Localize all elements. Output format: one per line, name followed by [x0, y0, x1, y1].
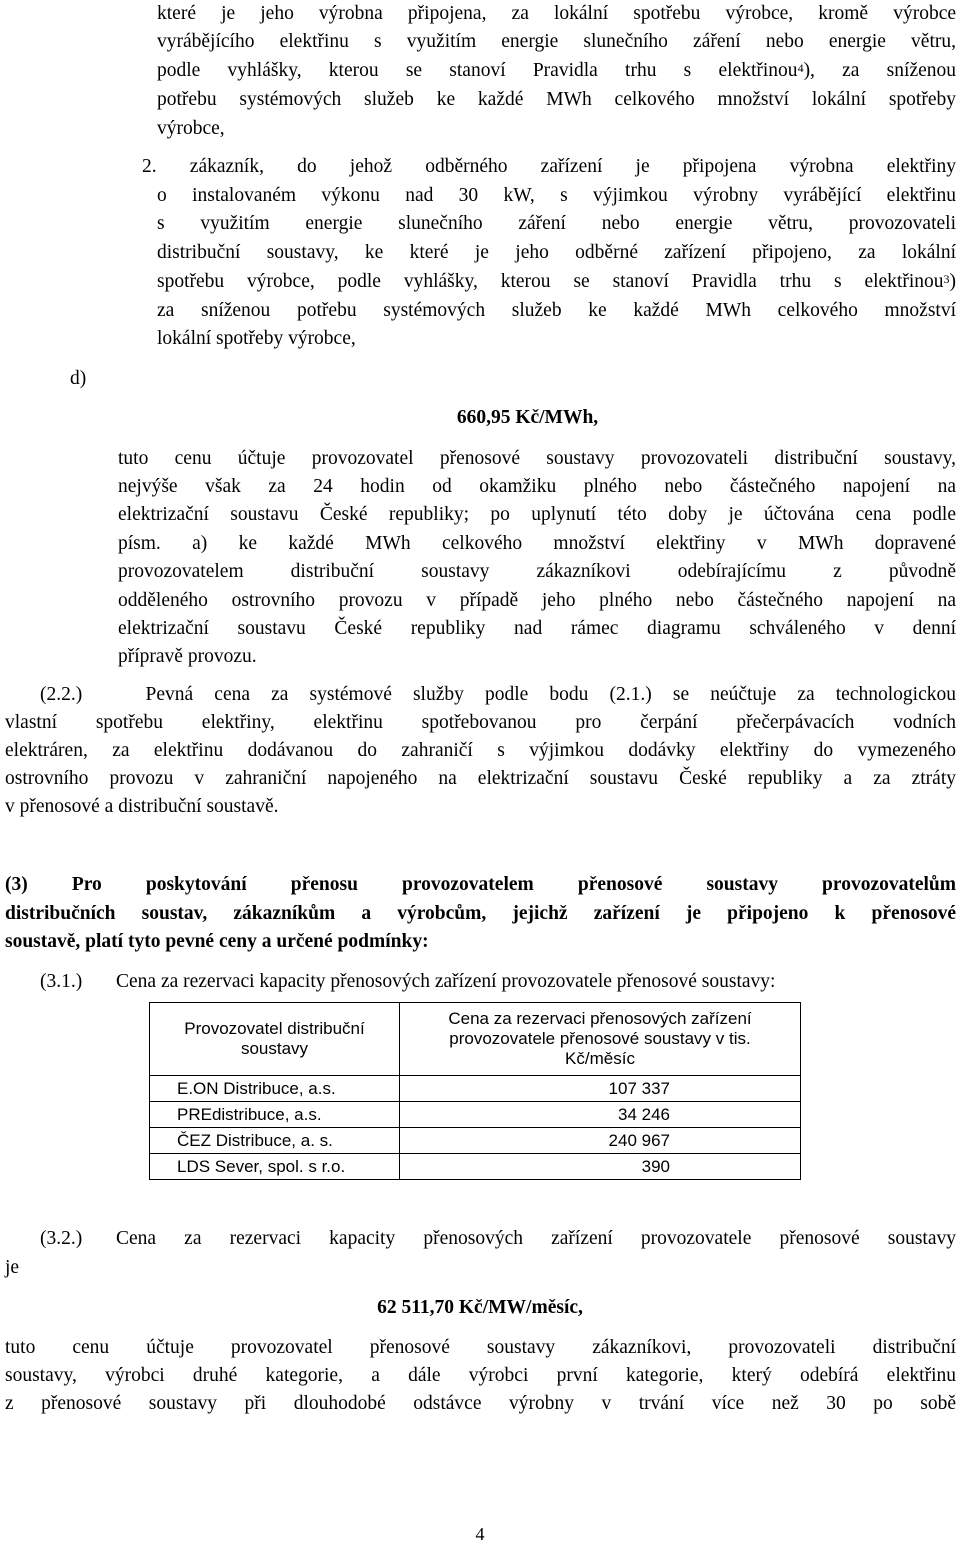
text-line: z přenosové soustavy při dlouhodobé odstávce výrobny v trvání více než 30 po sobě — [5, 1393, 956, 1414]
table-cell-value: 34 246 — [400, 1102, 801, 1128]
heading-line: distribučních soustav, zákazníkům a výrobcům, jejichž zařízení je připojeno k přenosové — [5, 903, 956, 924]
column-header: Provozovatel distribuční soustavy — [150, 1003, 400, 1076]
paragraph-number: (3.2.) — [40, 1228, 83, 1249]
heading-line: soustavě, platí tyto pevné ceny a určené podmínky: — [5, 931, 429, 952]
text-segment: 2. zákazník, do jehož odběrného zařízení je připojena výrobna elektřiny — [142, 156, 956, 177]
capacity-price-table — [149, 1002, 801, 1180]
text-line — [142, 153, 956, 181]
text-line: písm. a) ke každé MWh celkového množství elektřiny v MWh dopravené — [118, 533, 956, 554]
text-line: za sníženou potřebu systémových služeb ke každé MWh celkového množství — [157, 300, 956, 321]
text-line: výrobce, — [157, 118, 225, 139]
text-line: tuto cenu účtuje provozovatel přenosové soustavy zákazníkovi, provozovateli distribuční — [5, 1337, 956, 1358]
text-line: vlastní spotřebu elektřiny, elektřinu spotřebovanou pro čerpání přečerpávacích vodních — [5, 712, 956, 733]
text-line: elektráren, za elektřinu dodávanou do zahraničí s výjimkou dodávky elektřiny do vymezeného — [5, 740, 956, 761]
table-row — [150, 1154, 801, 1180]
text-line: o instalovaném výkonu nad 30 kW, s výjimkou výrobny vyrábějící elektřinu — [157, 185, 956, 206]
table-row — [150, 1128, 801, 1154]
item-label: d) — [70, 368, 87, 389]
table-cell-value: 240 967 — [400, 1128, 801, 1154]
footnote-ref: 3 — [943, 272, 950, 286]
table-row — [150, 1076, 801, 1102]
table-cell-value: 390 — [400, 1154, 801, 1180]
text-line: s využitím energie slunečního záření nebo energie větru, provozovateli — [157, 213, 956, 234]
page-number: 4 — [475, 1524, 485, 1544]
text-line: distribuční soustavy, ke které je jeho odběrné zařízení připojeno, za lokální — [157, 242, 956, 263]
paragraph-number: (3.1.) — [40, 971, 83, 992]
text-line: ostrovního provozu v zahraniční napojeného na elektrizační soustavu České republiky a za ztráty — [5, 768, 956, 789]
text-line: nejvýše však za 24 hodin od okamžiku plného nebo částečného napojení na — [118, 476, 956, 497]
text-line — [157, 57, 956, 85]
heading-line: (3) Pro poskytování přenosu provozovatelem přenosové soustavy provozovatelům — [5, 874, 956, 895]
text-line: tuto cenu účtuje provozovatel přenosové soustavy provozovateli distribuční soustavy, — [118, 448, 956, 469]
text-line: elektrizační soustavu České republiky; po uplynutí této doby je účtována cena podle — [118, 504, 956, 525]
table-cell-name: PREdistribuce, a.s. — [150, 1102, 400, 1128]
text-line — [157, 268, 956, 296]
text-line: provozovatelem distribuční soustavy zákazníkovi odebírajícímu z původně — [118, 561, 956, 582]
text-line: elektrizační soustavu České republiky nad rámec diagramu schváleného v denní — [118, 618, 956, 639]
text-line: Cena za rezervaci kapacity přenosových zařízení provozovatele přenosové soustavy: — [116, 971, 776, 992]
text-line: odděleného ostrovního provozu v případě jeho plného nebo částečného napojení na — [118, 590, 956, 611]
text-line: vyrábějícího elektřinu s využitím energie slunečního záření nebo energie větru, — [157, 31, 956, 52]
text-segment: ) — [949, 271, 956, 292]
table-header-row — [150, 1003, 801, 1076]
text-line: potřebu systémových služeb ke každé MWh celkového množství lokální spotřeby — [157, 89, 956, 110]
column-header: Cena za rezervaci přenosových zařízení provozovatele přenosové soustavy v tis. Kč/měsíc — [400, 1003, 801, 1076]
text-line: které je jeho výrobna připojena, za lokální spotřebu výrobce, kromě výrobce — [157, 3, 956, 24]
text-line: lokální spotřeby výrobce, — [157, 328, 356, 349]
footnote-ref: 4 — [797, 61, 804, 75]
text-segment: spotřebu výrobce, podle vyhlášky, kterou se stanoví Pravidla trhu s elektřinou — [157, 271, 944, 292]
table-row — [150, 1102, 801, 1128]
text-line: přípravě provozu. — [118, 646, 257, 667]
text-line: soustavy, výrobci druhé kategorie, a dále výrobci první kategorie, který odebírá elektřinu — [5, 1365, 956, 1386]
text-line: je — [5, 1257, 20, 1278]
text-segment: podle vyhlášky, kterou se stanoví Pravidla trhu s elektřinou — [157, 60, 798, 81]
text-line: Cena za rezervaci kapacity přenosových zařízení provozovatele přenosové soustavy — [116, 1228, 956, 1249]
table-cell-name: ČEZ Distribuce, a. s. — [150, 1128, 400, 1154]
text-segment: ), za sníženou — [803, 60, 957, 81]
table-cell-value: 107 337 — [400, 1076, 801, 1102]
table-cell-name: E.ON Distribuce, a.s. — [150, 1076, 400, 1102]
text-line: v přenosové a distribuční soustavě. — [5, 796, 279, 817]
table-cell-name: LDS Sever, spol. s r.o. — [150, 1154, 400, 1180]
text-line: (2.2.) Pevná cena za systémové služby podle bodu (2.1.) se neúčtuje za technologickou — [40, 684, 956, 705]
price-value: 62 511,70 Kč/MW/měsíc, — [377, 1297, 583, 1318]
price-value: 660,95 Kč/MWh, — [456, 407, 599, 428]
